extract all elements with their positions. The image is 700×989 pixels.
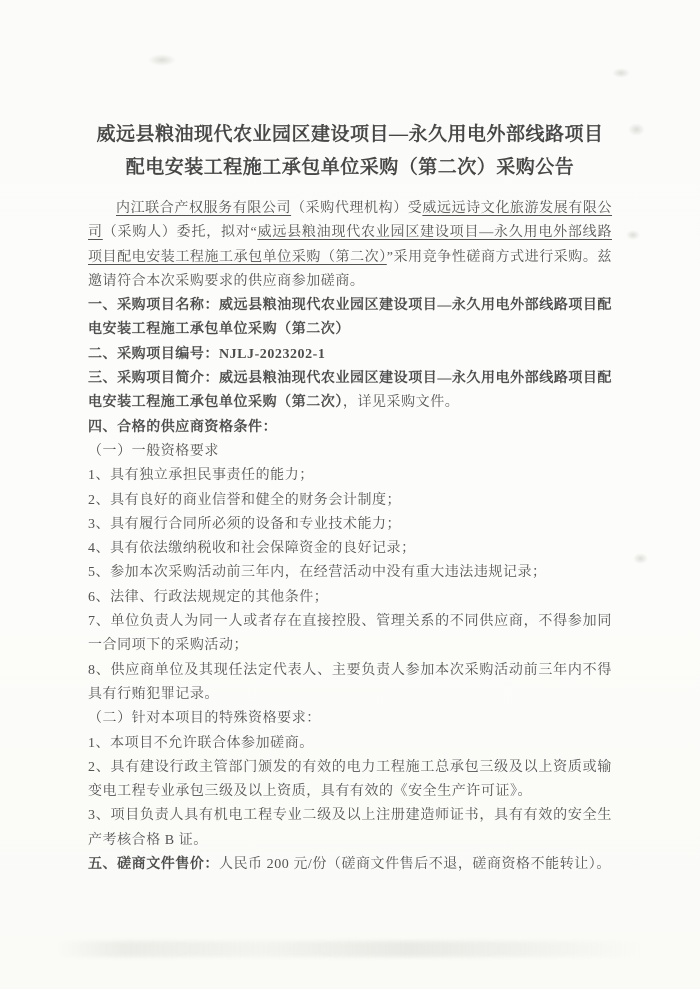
text-run: 2、具有良好的商业信誉和健全的财务会计制度； <box>88 492 402 508</box>
title-line-2: 配电安装工程施工承包单位采购（第二次）采购公告 <box>125 157 575 178</box>
paragraph <box>88 489 612 513</box>
text-run: 威远远诗文化旅游发展有限公司 <box>88 201 613 241</box>
text-run: 1、本项目不允许联合体参加磋商。 <box>88 735 314 751</box>
paragraph <box>88 707 612 731</box>
text-run: 2、具有建设行政主管部门颁发的有效的电力工程施工总承包三级及以上资质或输变电工程专业承包三级及以上资质，具有有效的《安全生产许可证》。 <box>88 759 612 800</box>
text-run: 内江联合产权服务有限公司 <box>116 201 292 216</box>
paragraph <box>88 416 612 440</box>
paragraph <box>88 586 612 610</box>
document-title <box>60 118 640 184</box>
text-run: ，详见采购文件。 <box>342 395 460 411</box>
text-run: （二）针对本项目的特殊资格要求： <box>88 711 321 727</box>
text-run: 6、法律、行政法规规定的其他条件； <box>88 589 329 605</box>
text-run: 7、单位负责人为同一人或者存在直接控股、管理关系的不同供应商，不得参加同一合同项下的采购活动； <box>88 614 612 654</box>
paragraph <box>88 197 612 294</box>
text-run: 4、具有依法缴纳税收和社会保障资金的良好记录； <box>88 541 416 557</box>
paragraph <box>88 853 612 877</box>
paragraph <box>88 367 612 416</box>
title-line-1: 威远县粮油现代农业园区建设项目—永久用电外部线路项目 <box>96 124 604 145</box>
document-body <box>88 197 612 877</box>
paragraph <box>88 610 612 659</box>
text-run: 三、采购项目简介：威远县粮油现代农业园区建设项目—永久用电外部线路项目配电安装工程施工承包单位采购（第二次） <box>88 371 612 411</box>
text-run: 5、参加本次采购活动前三年内，在经营活动中没有重大违法违规记录； <box>88 565 547 581</box>
text-run: （采购代理机构）受 <box>291 201 423 216</box>
paragraph <box>88 732 612 756</box>
scan-artifact <box>626 230 640 240</box>
paragraph <box>88 343 612 367</box>
scan-artifact <box>633 553 648 564</box>
paragraph <box>88 537 612 561</box>
paragraph <box>88 804 612 853</box>
text-run: 四、合格的供应商资格条件： <box>88 419 278 435</box>
text-run: 3、项目负责人具有机电工程专业二级及以上注册建造师证书，具有有效的安全生产考核合格 B 证。 <box>88 808 612 848</box>
paragraph <box>88 464 612 488</box>
text-run: （一）一般资格要求 <box>88 443 219 459</box>
scan-artifact <box>612 68 630 78</box>
paragraph <box>88 294 612 343</box>
text-run: 一、采购项目名称：威远县粮油现代农业园区建设项目—永久用电外部线路项目配电安装工程施工承包单位采购（第二次） <box>88 298 612 338</box>
text-run: ”采用竞争性磋商方式进行采购。兹邀请符合本次采购要求的供应商参加磋商。 <box>88 249 612 289</box>
scan-artifact <box>55 941 645 957</box>
text-run: 1、具有独立承担民事责任的能力； <box>88 468 314 484</box>
paragraph <box>88 561 612 585</box>
paragraph <box>88 756 612 805</box>
text-run: 8、供应商单位及其现任法定代表人、主要负责人参加本次采购活动前三年内不得具有行贿犯罪记录。 <box>88 662 612 702</box>
text-run: 3、具有履行合同所必须的设备和专业技术能力； <box>88 516 402 532</box>
text-run: （采购人）委托，拟对“ <box>102 225 258 241</box>
text-run: 人民币 200 元/份（磋商文件售后不退，磋商资格不能转让）。 <box>218 857 611 873</box>
paragraph <box>88 513 612 537</box>
paragraph <box>88 440 612 464</box>
text-run: 威远县粮油现代农业园区建设项目—永久用电外部线路项目配电安装工程施工承包单位采购（第二次） <box>88 225 612 265</box>
text-run: 二、采购项目编号：NJLJ-2023202-1 <box>88 346 326 362</box>
text-run: 五、磋商文件售价： <box>88 857 219 873</box>
paragraph <box>88 659 612 708</box>
scan-artifact <box>148 54 176 66</box>
